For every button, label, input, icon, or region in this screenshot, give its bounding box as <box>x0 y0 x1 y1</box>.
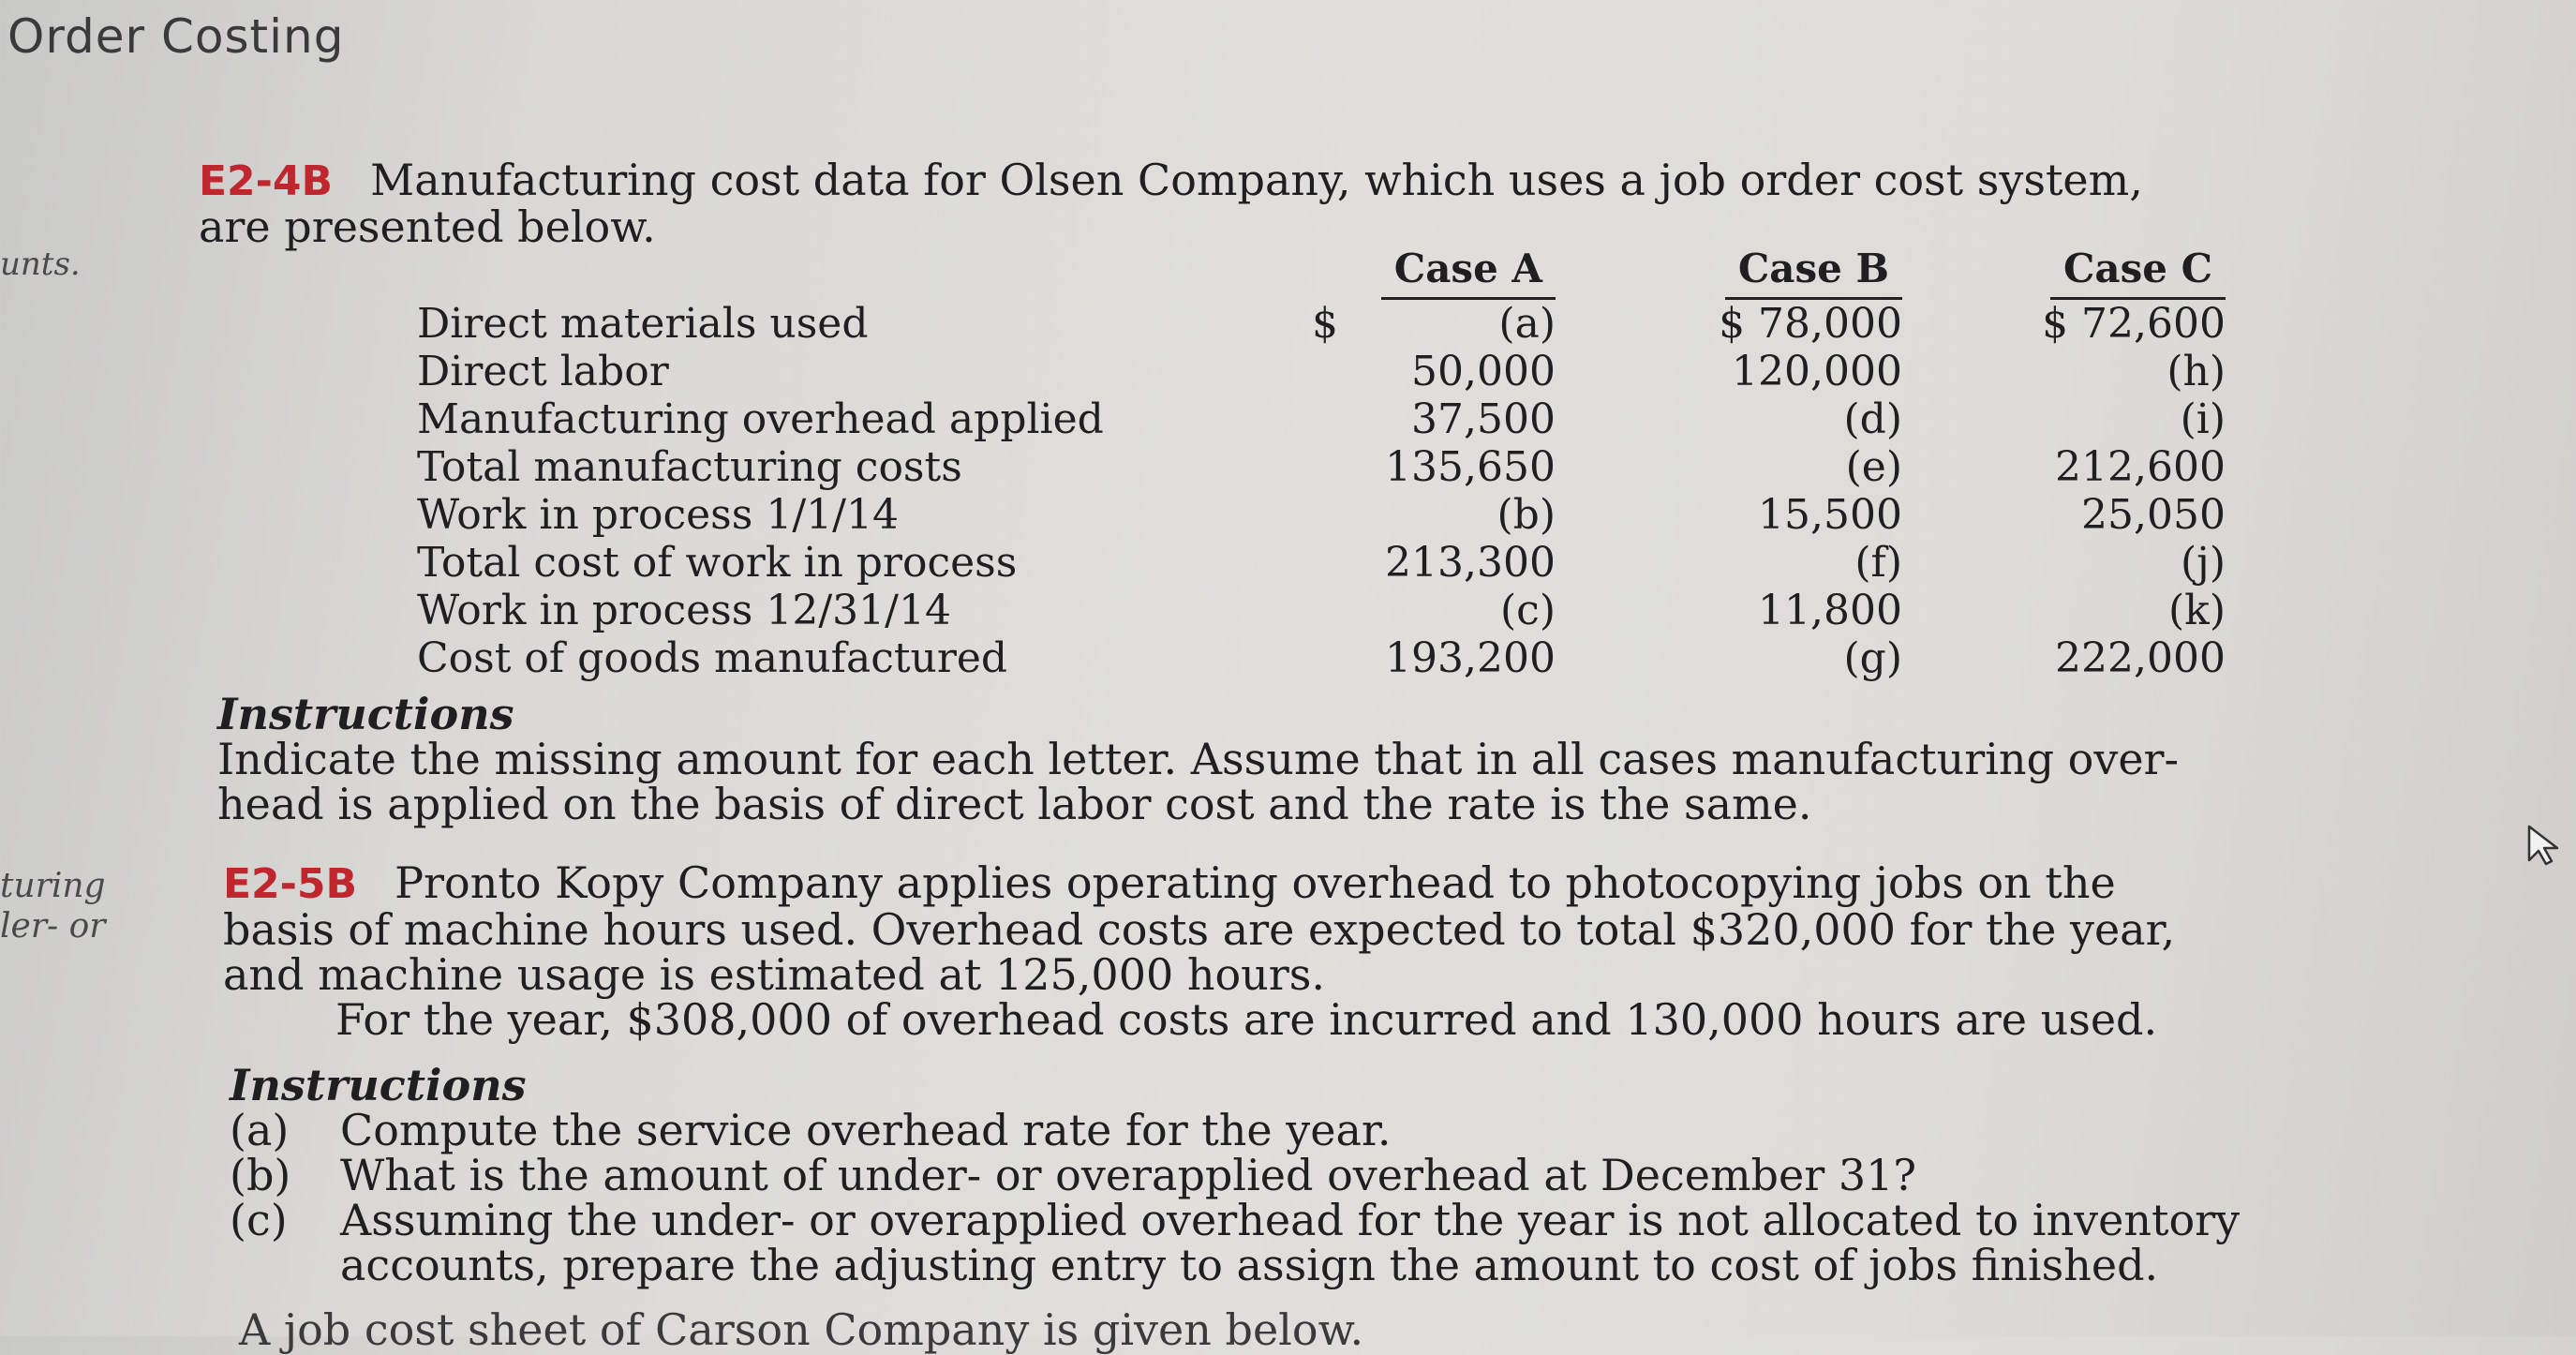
margin-note-2: turing <box>0 867 106 905</box>
margin-note-3: ler- or <box>0 907 106 946</box>
instructions-line-2: head is applied on the basis of direct labor cost and the rate is the same. <box>217 779 1812 829</box>
currency-symbol <box>1312 443 1349 491</box>
case-a-value: 50,000 <box>1411 348 1556 395</box>
case-c-value: 222,000 <box>2055 634 2226 682</box>
instruction-text: Assuming the under- or overapplied overhead for the year is not allocated to inventory <box>340 1195 2241 1245</box>
row-label: Work in process 1/1/14 <box>417 491 899 539</box>
row-label: Total manufacturing costs <box>417 443 962 491</box>
table-row <box>417 443 2226 491</box>
instruction-text: What is the amount of under- or overapplied overhead at December 31? <box>340 1150 1917 1200</box>
table-header-row <box>417 246 2226 300</box>
currency-symbol <box>1312 395 1349 443</box>
row-label: Direct labor <box>417 348 669 395</box>
e2-5b-line-3: and machine usage is estimated at 125,000 hours. <box>223 949 1326 1000</box>
row-label: Manufacturing overhead applied <box>417 395 1104 443</box>
column-header-case-c: Case C <box>1902 246 2226 300</box>
table-row <box>417 491 2226 539</box>
case-b-value: (e) <box>1845 443 1902 491</box>
instruction-text: Compute the service overhead rate for the year. <box>340 1105 1392 1155</box>
currency-symbol: $ <box>1312 300 1338 348</box>
case-c-value: (i) <box>2180 395 2226 443</box>
case-b-value: (g) <box>1843 634 1902 682</box>
exercise-code-e2-5b: E2-5B <box>223 860 358 908</box>
case-a-value: 193,200 <box>1385 634 1556 682</box>
margin-note-1: unts. <box>0 246 81 283</box>
case-a-value: 213,300 <box>1385 539 1556 587</box>
intro-line-1: Manufacturing cost data for Olsen Company, which uses a job order cost system, <box>370 155 2143 205</box>
instruction-item-b <box>230 1150 2240 1200</box>
currency-symbol <box>1312 634 1349 682</box>
table-row <box>417 539 2226 587</box>
table-row <box>417 300 2226 348</box>
currency-symbol <box>1312 587 1349 634</box>
column-header-case-b: Case B <box>1556 246 1902 300</box>
table-row <box>417 634 2226 682</box>
page-header: Order Costing <box>7 9 345 64</box>
e2-5b-line-2: basis of machine hours used. Overhead costs are expected to total $320,000 for the year, <box>223 904 2176 955</box>
case-a-value: (c) <box>1500 587 1556 634</box>
table-header-spacer <box>1312 246 1349 300</box>
case-c-value: $ 72,600 <box>2042 300 2226 348</box>
instruction-letter: (b) <box>230 1150 291 1200</box>
e2-5b-line-1: Pronto Kopy Company applies operating overhead to photocopying jobs on the <box>395 857 2116 908</box>
instruction-item-c-continuation: accounts, prepare the adjusting entry to assign the amount to cost of jobs finished. <box>340 1240 2159 1290</box>
column-header-case-a: Case A <box>1349 246 1556 300</box>
case-c-value: (j) <box>2181 539 2226 587</box>
e2-5b-line-4: For the year, $308,000 of overhead costs are incurred and 130,000 hours are used. <box>335 994 2158 1045</box>
e2-4b-instructions <box>217 689 2180 829</box>
cost-data-table <box>417 246 2226 682</box>
case-c-value: 212,600 <box>2055 443 2226 491</box>
table-row <box>417 348 2226 395</box>
case-b-value: (d) <box>1843 395 1902 443</box>
table-row <box>417 587 2226 634</box>
case-b-value: (f) <box>1854 539 1902 587</box>
row-label: Work in process 12/31/14 <box>417 587 951 634</box>
currency-symbol <box>1312 539 1349 587</box>
instruction-letter: (a) <box>230 1105 290 1155</box>
pointer-cursor-icon <box>2525 823 2567 866</box>
currency-symbol <box>1312 491 1349 539</box>
case-b-value: 11,800 <box>1758 587 1902 634</box>
row-label: Cost of goods manufactured <box>417 634 1008 682</box>
instruction-item-c <box>230 1195 2241 1245</box>
currency-symbol <box>1312 348 1349 395</box>
case-b-value: 15,500 <box>1758 491 1902 539</box>
instruction-item-a <box>230 1105 2240 1155</box>
instructions-line-1: Indicate the missing amount for each letter. Assume that in all cases manufacturing over- <box>217 734 2180 784</box>
instruction-letter: (c) <box>230 1195 288 1245</box>
table-header-empty <box>417 246 1312 300</box>
case-a-value: 135,650 <box>1385 443 1556 491</box>
row-label: Direct materials used <box>417 300 869 348</box>
table-row <box>417 395 2226 443</box>
case-a-value: 37,500 <box>1411 395 1556 443</box>
e2-5b-instructions <box>230 1060 2241 1290</box>
exercise-code-e2-4b: E2-4B <box>199 157 334 205</box>
instructions-heading-e2-4b: Instructions <box>217 689 514 739</box>
case-b-value: $ 78,000 <box>1719 300 1902 348</box>
exercise-e2-4b-intro <box>199 155 2143 252</box>
case-a-value: (b) <box>1496 491 1556 539</box>
exercise-e2-5b-intro <box>223 857 2176 1045</box>
intro-line-2: are presented below. <box>199 201 656 252</box>
next-exercise-cut-off-line: A job cost sheet of Carson Company is given below. <box>239 1304 1364 1355</box>
case-b-value: 120,000 <box>1732 348 1902 395</box>
instructions-heading-e2-5b: Instructions <box>230 1060 527 1110</box>
row-label: Total cost of work in process <box>417 539 1018 587</box>
case-a-value: (a) <box>1498 300 1556 348</box>
case-c-value: (h) <box>2167 348 2226 395</box>
case-c-value: (k) <box>2168 587 2226 634</box>
case-c-value: 25,050 <box>2081 491 2226 539</box>
